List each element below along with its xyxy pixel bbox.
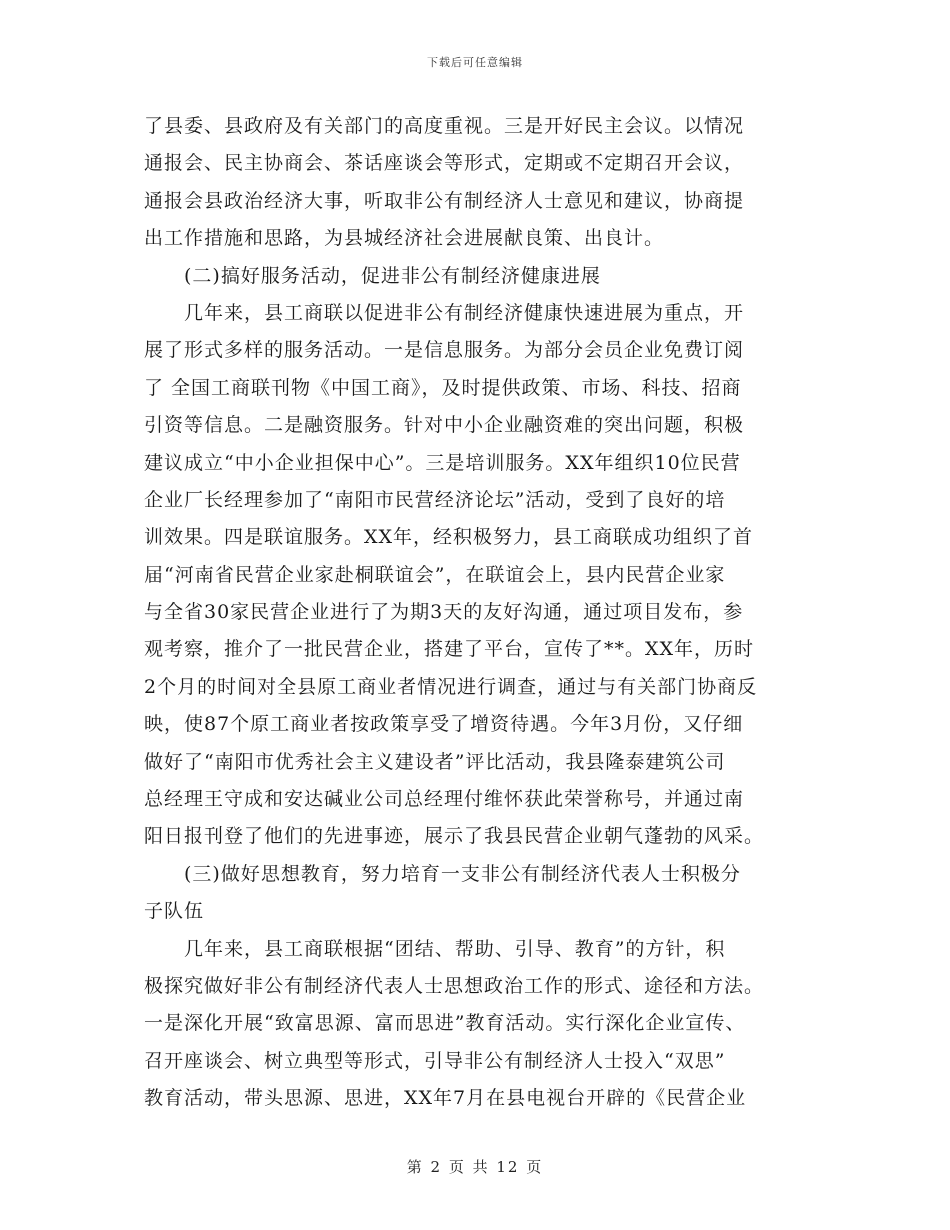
text-line: 届“河南省民营企业家赴桐联谊会”，在联谊会上，县内民营企业家 bbox=[144, 563, 726, 586]
text-line: 一是深化开展“致富思源、富而思进”教育活动。实行深化企业宣传、 bbox=[144, 1012, 746, 1035]
text-line: 做好了“南阳市优秀社会主义建设者”评比活动，我县隆泰建筑公司 bbox=[144, 750, 726, 773]
text-line: 了 全国工商联刊物《中国工商》，及时提供政策、市场、科技、招商 bbox=[144, 376, 742, 399]
text-line: 了县委、县政府及有关部门的高度重视。三是开好民主会议。以情况 bbox=[144, 115, 745, 137]
text-line: 企业厂长经理参加了“南阳市民营经济论坛”活动，受到了良好的培 bbox=[144, 488, 726, 511]
text-line: 2个月的时间对全县原工商业者情况进行调查，通过与有关部门协商反 bbox=[144, 675, 758, 698]
page-header: 下载后可任意编辑 bbox=[427, 56, 523, 69]
text-line: 总经理王守成和安达碱业公司总经理付维怀获此荣誉称号，并通过南 bbox=[144, 788, 745, 811]
section-heading: (二)搞好服务活动，促进非公有制经济健康进展 bbox=[184, 264, 601, 287]
text-line: 观考察，推介了一批民营企业，搭建了平台，宣传了**。XX年，历时 bbox=[144, 638, 755, 661]
text-line: 与全省30家民营企业进行了为期3天的友好沟通，通过项目发布，参 bbox=[144, 601, 744, 624]
text-line: 展了形式多样的服务活动。一是信息服务。为部分会员企业免费订阅 bbox=[144, 339, 745, 362]
section-heading: (三)做好思想教育，努力培育一支非公有制经济代表人士积极分 bbox=[184, 862, 741, 885]
section-heading-cont: 子队伍 bbox=[144, 900, 205, 923]
text-line: 教育活动，带头思源、思进，XX年7月在县电视台开辟的《民营企业 bbox=[144, 1087, 747, 1110]
text-line: 映，使87个原工商业者按政策享受了增资待遇。今年3月份，又仔细 bbox=[144, 713, 744, 736]
text-line: 极探究做好非公有制经济代表人士思想政治工作的形式、途径和方法。 bbox=[144, 974, 765, 997]
text-line: 出工作措施和思路，为县城经济社会进展献良策、出良计。 bbox=[144, 227, 665, 250]
text-line: 召开座谈会、树立典型等形式，引导非公有制经济人士投入“双思” bbox=[144, 1049, 726, 1072]
text-line: 训效果。四是联谊服务。XX年，经积极努力，县工商联成功组织了首 bbox=[144, 526, 754, 549]
text-line: 通报会、民主协商会、茶话座谈会等形式，定期或不定期召开会议， bbox=[144, 152, 745, 175]
text-line: 几年来，县工商联根据“团结、帮助、引导、教育”的方针，积 bbox=[184, 937, 726, 960]
text-line: 建议成立“中小企业担保中心”。三是培训服务。XX年组织10位民营 bbox=[144, 451, 741, 474]
text-line: 阳日报刊登了他们的先进事迹，展示了我县民营企业朝气蓬勃的风采。 bbox=[144, 825, 765, 848]
text-line: 通报会县政治经济大事，听取非公有制经济人士意见和建议，协商提 bbox=[144, 189, 745, 212]
text-line: 几年来，县工商联以促进非公有制经济健康快速进展为重点，开 bbox=[184, 301, 745, 324]
text-line: 引资等信息。二是融资服务。针对中小企业融资难的突出问题，积极 bbox=[144, 414, 745, 437]
document-body bbox=[144, 108, 804, 1118]
page-number: 第 2 页 共 12 页 bbox=[406, 1158, 544, 1176]
